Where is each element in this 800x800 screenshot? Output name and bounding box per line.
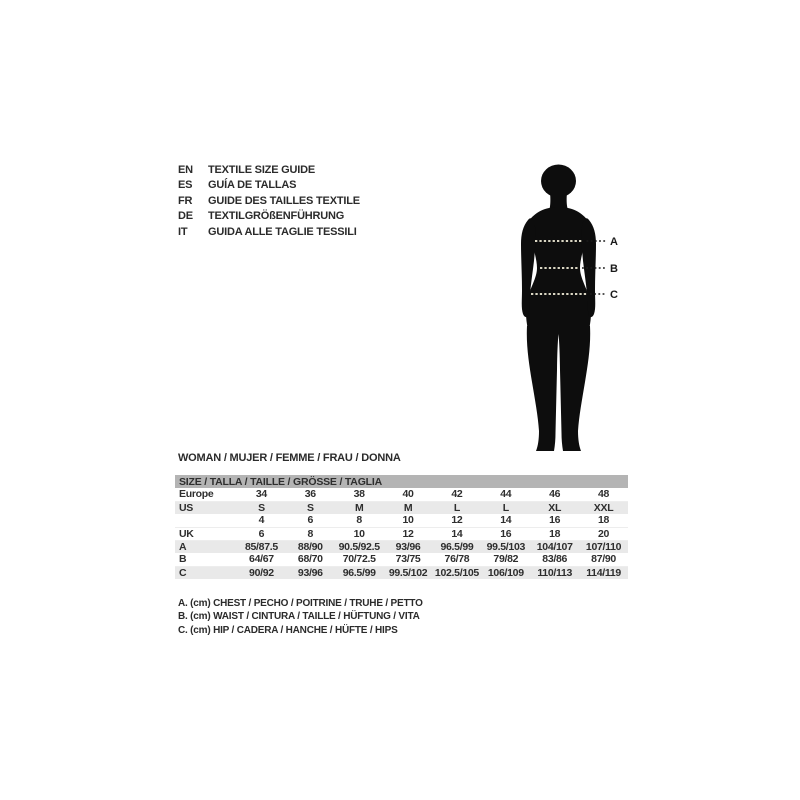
language-code: EN — [178, 164, 193, 176]
size-table — [175, 475, 628, 579]
size-cell: XXL — [593, 501, 614, 514]
size-cell: 6 — [307, 514, 314, 527]
table-row — [175, 553, 628, 566]
row-label: C — [179, 566, 187, 579]
size-cell: 10 — [402, 514, 414, 527]
size-cell: 114/119 — [586, 566, 621, 579]
row-label — [175, 514, 237, 527]
size-cell: 46 — [549, 488, 561, 501]
size-table-header-row — [175, 475, 628, 488]
size-cell: 40 — [402, 488, 414, 501]
size-cell: 88/90 — [297, 540, 323, 553]
row-label: US — [179, 501, 193, 514]
size-cell: S — [258, 501, 265, 514]
row-label: Europe — [179, 488, 214, 501]
legend-line: C. (cm) HIP / CADERA / HANCHE / HÜFTE / HIPS — [178, 624, 398, 636]
language-code: DE — [178, 210, 193, 223]
size-cell: L — [502, 501, 509, 514]
table-row — [175, 566, 628, 579]
language-guide-title: GUIDA ALLE TAGLIE TESSILI — [208, 225, 357, 238]
size-cell: 16 — [549, 514, 561, 527]
size-cell: 96.5/99 — [342, 566, 376, 579]
woman-silhouette-icon — [521, 165, 596, 452]
size-cell: 99.5/103 — [486, 540, 526, 553]
size-cell: 42 — [451, 488, 463, 501]
language-code: ES — [178, 179, 193, 192]
size-cell: 110/113 — [537, 566, 573, 579]
row-label: UK — [179, 527, 194, 540]
legend-line: A. (cm) CHEST / PECHO / POITRINE / TRUHE / PETTO — [178, 598, 423, 609]
size-cell: L — [453, 501, 460, 514]
size-cell: 34 — [255, 488, 267, 501]
size-cell: 38 — [353, 488, 365, 501]
marker-b-label: B — [610, 263, 618, 275]
language-code: IT — [178, 225, 188, 238]
size-cell: 79/82 — [493, 553, 519, 566]
size-cell: M — [354, 501, 364, 514]
size-cell: 16 — [500, 527, 512, 540]
size-cell: 85/87.5 — [244, 540, 278, 553]
language-guide-title: GUIDE DES TAILLES TEXTILE — [208, 194, 360, 207]
language-row — [178, 178, 360, 193]
size-cell: 93/96 — [395, 540, 421, 553]
size-cell: 8 — [307, 527, 314, 540]
size-cell: 73/75 — [395, 553, 421, 566]
size-cell: 48 — [598, 488, 610, 501]
size-cell: 90.5/92.5 — [338, 540, 380, 553]
size-cell: 107/110 — [585, 540, 622, 553]
language-title-list — [178, 163, 360, 240]
marker-c-label: C — [610, 289, 618, 301]
table-row — [175, 488, 628, 501]
size-cell: 102.5/105 — [434, 566, 479, 579]
language-guide-title: TEXTILE SIZE GUIDE — [208, 164, 316, 176]
size-cell: 83/86 — [542, 553, 568, 566]
table-row — [175, 527, 628, 540]
size-cell: 99.5/102 — [388, 566, 428, 579]
size-cell: 14 — [500, 514, 512, 527]
size-cell: 6 — [258, 527, 265, 540]
woman-silhouette-diagram — [495, 150, 645, 465]
size-cell: 36 — [304, 488, 316, 501]
size-cell: 12 — [451, 514, 463, 527]
size-cell: 64/67 — [249, 553, 274, 566]
table-row — [175, 540, 628, 553]
language-code: FR — [178, 194, 193, 207]
language-guide-title: TEXTILGRÖßENFÜHRUNG — [208, 210, 345, 223]
measurement-marker-labels — [610, 236, 618, 301]
size-cell: 87/90 — [591, 553, 616, 566]
size-cell: M — [403, 501, 413, 514]
marker-a-label: A — [610, 236, 618, 248]
size-cell: XL — [548, 501, 562, 514]
size-cell: 12 — [402, 527, 414, 540]
table-row — [175, 514, 628, 527]
table-row — [175, 501, 628, 514]
size-cell: 96.5/99 — [440, 540, 474, 553]
size-table-header: SIZE / TALLA / TAILLE / GRÖSSE / TAGLIA — [175, 475, 628, 488]
language-row — [178, 163, 360, 178]
legend-line: B. (cm) WAIST / CINTURA / TAILLE / HÜFTUNG / VITA — [178, 611, 420, 623]
size-cell: 8 — [356, 514, 362, 527]
size-cell: 104/107 — [536, 540, 573, 553]
size-cell: 20 — [598, 527, 610, 540]
language-row — [178, 209, 360, 224]
section-title-woman: WOMAN / MUJER / FEMME / FRAU / DONNA — [178, 452, 401, 464]
size-cell: 70/72.5 — [342, 553, 376, 566]
size-cell: 93/96 — [297, 566, 323, 579]
size-cell: 18 — [549, 527, 561, 540]
size-cell: 68/70 — [297, 553, 323, 566]
row-label: A — [179, 540, 187, 553]
size-cell: 4 — [258, 514, 265, 527]
size-cell: 14 — [451, 527, 463, 540]
size-cell: 106/109 — [487, 566, 524, 579]
size-cell: 76/78 — [444, 553, 470, 566]
language-row — [178, 225, 360, 240]
size-cell: 90/92 — [249, 566, 274, 579]
language-guide-title: GUÍA DE TALLAS — [208, 179, 297, 192]
size-cell: S — [306, 501, 314, 514]
size-cell: 44 — [500, 488, 512, 501]
size-cell: 18 — [598, 514, 610, 527]
size-cell: 10 — [353, 527, 365, 540]
measurement-legend — [178, 597, 423, 637]
language-row — [178, 194, 360, 209]
row-label: B — [179, 553, 187, 566]
